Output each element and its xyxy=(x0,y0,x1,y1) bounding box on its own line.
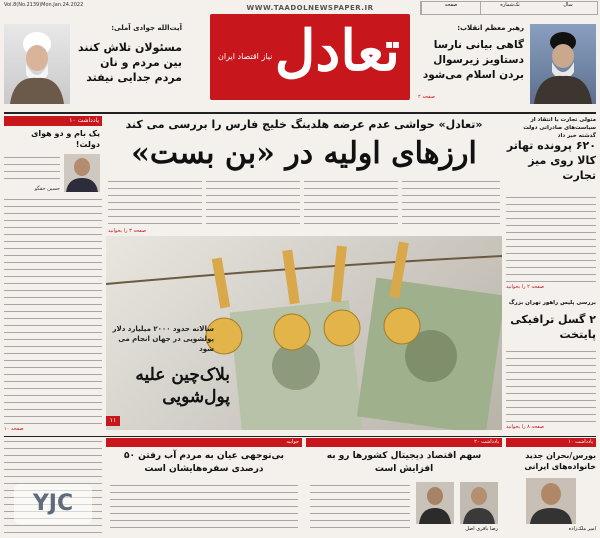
meta-cell-price: تک‌شماره xyxy=(480,2,539,14)
left-column-title: یک بام و دو هوای دولت! xyxy=(31,129,100,149)
left-column-author: حسین حقگو xyxy=(34,186,60,192)
masthead xyxy=(190,4,412,108)
main-story[interactable] xyxy=(106,116,502,434)
main-photo xyxy=(106,236,502,430)
watermark-text: YJC xyxy=(32,491,74,516)
bottom-col-1-author: امیر ملک‌زاده xyxy=(568,526,596,532)
bottom-col-1-photo xyxy=(526,478,576,524)
right-column-page-ref-a[interactable]: صفحه ۲ را بخوانید xyxy=(506,284,545,290)
right-column-mid-kicker: بررسی پلیس راهور تهران بزرگ xyxy=(508,300,596,306)
author-photo xyxy=(64,154,100,192)
top-divider xyxy=(4,112,596,114)
bottom-col-2[interactable] xyxy=(306,438,502,536)
photo-badge: ۱۱ xyxy=(106,416,120,426)
left-column[interactable] xyxy=(4,116,102,434)
right-top-page-ref[interactable]: صفحه ۲ xyxy=(418,94,435,100)
left-column-page-ref[interactable]: صفحه ۱۰ xyxy=(4,426,24,432)
bottom-col-2-text xyxy=(310,482,410,532)
right-top-headline: گاهی بیانی نارسا دستاویز زیرسوال بردن اسلام می‌شود xyxy=(422,39,524,81)
bottom-col-2-photo-b xyxy=(460,482,498,524)
bottom-col-1-header: یادداشت ۱۰ xyxy=(506,438,596,447)
bottom-col-4[interactable] xyxy=(4,438,102,536)
portrait-icon xyxy=(4,24,70,104)
right-column[interactable] xyxy=(506,116,596,434)
portrait-icon xyxy=(416,482,454,524)
right-column-text-a xyxy=(506,194,596,284)
main-text-3 xyxy=(304,178,398,228)
bottom-divider xyxy=(4,436,596,437)
bottom-col-2-header: یادداشت ۲۰ xyxy=(306,438,502,447)
main-headline: ارزهای اولیه در «بن بست» xyxy=(131,136,477,171)
newspaper-logo: تعادل xyxy=(274,18,400,84)
right-column-text-b xyxy=(506,348,596,424)
vol-line: Vol.8(No.2139)Mon.Jan.24.2022 xyxy=(4,2,84,8)
portrait-icon xyxy=(526,478,576,524)
main-kicker: «تعادل» حواشی عدم عرضه هلدینگ خلیج فارس را بررسی می کند xyxy=(125,118,483,131)
watermark-logo xyxy=(14,484,92,524)
meta-cell-year: سال xyxy=(563,2,573,8)
bottom-col-2-photo-a xyxy=(416,482,454,524)
left-column-text-a xyxy=(4,154,60,184)
left-column-header: یادداشت ۱۰ xyxy=(4,116,102,126)
main-page-ref[interactable]: صفحه ۳ را بخوانید xyxy=(108,228,147,234)
portrait-icon xyxy=(460,482,498,524)
main-text-1 xyxy=(108,178,202,228)
bottom-col-1[interactable] xyxy=(506,438,596,536)
bottom-col-3[interactable] xyxy=(106,438,302,536)
logo-block xyxy=(210,14,410,100)
right-column-top-headline: ۶۲۰ پرونده تهاتر کالا روی میز تجارت xyxy=(506,139,596,182)
bottom-col-2-headline: سهم اقتصاد دیجیتال کشورها رو به افزایش است xyxy=(326,451,482,474)
meta-cell-pages: صفحه xyxy=(421,2,480,14)
right-top-kicker: رهبر معظم انقلاب: xyxy=(457,24,524,32)
website-url: WWW.TAADOLNEWSPAPER.IR xyxy=(246,4,374,12)
main-text-4 xyxy=(402,178,500,228)
left-top-kicker: آیت‌الله جوادی آملی: xyxy=(111,24,182,32)
logo-tagline: نیاز اقتصاد ایران xyxy=(218,52,273,61)
right-column-page-ref-b[interactable]: صفحه ۸ را بخوانید xyxy=(506,424,545,430)
photo-caption-big: بلاک‌چین علیه پول‌شویی xyxy=(135,365,230,407)
bottom-col-3-text xyxy=(110,482,298,532)
left-top-story[interactable] xyxy=(4,18,184,104)
bottom-col-3-headline: بی‌توجهی عیان به مردم آب رفتن ۵۰ درصدی سفره‌هایشان است xyxy=(124,451,284,474)
right-top-story[interactable] xyxy=(414,18,596,104)
portrait-icon xyxy=(64,154,100,192)
right-top-kicker-small: متولی تجارت با انتقاد از سیاست‌های صادراتی دولت گذشته خبر داد xyxy=(523,117,596,139)
photo-caption-small: سالانه حدود ۲۰۰۰ میلیارد دلار پولشویی در جهان انجام می شود xyxy=(112,325,214,353)
right-column-mid-headline: ۲ گسل ترافیکی پایتخت xyxy=(510,313,596,341)
bottom-col-2-author: رضا باقری اصل xyxy=(465,526,498,532)
left-top-headline: مسئولان تلاش کنند بین مردم و نان مردم جدایی نیفتد xyxy=(77,41,182,84)
bottom-col-3-header: جوابیه xyxy=(106,438,302,447)
bottom-col-1-headline: بورس/بحران جدید خانواده‌های ایرانی xyxy=(524,451,596,471)
portrait-icon xyxy=(530,24,596,104)
left-column-text-b xyxy=(4,196,102,426)
main-text-2 xyxy=(206,178,300,228)
cleric-photo xyxy=(4,24,70,104)
meta-strip xyxy=(420,1,598,15)
leader-photo xyxy=(530,24,596,104)
